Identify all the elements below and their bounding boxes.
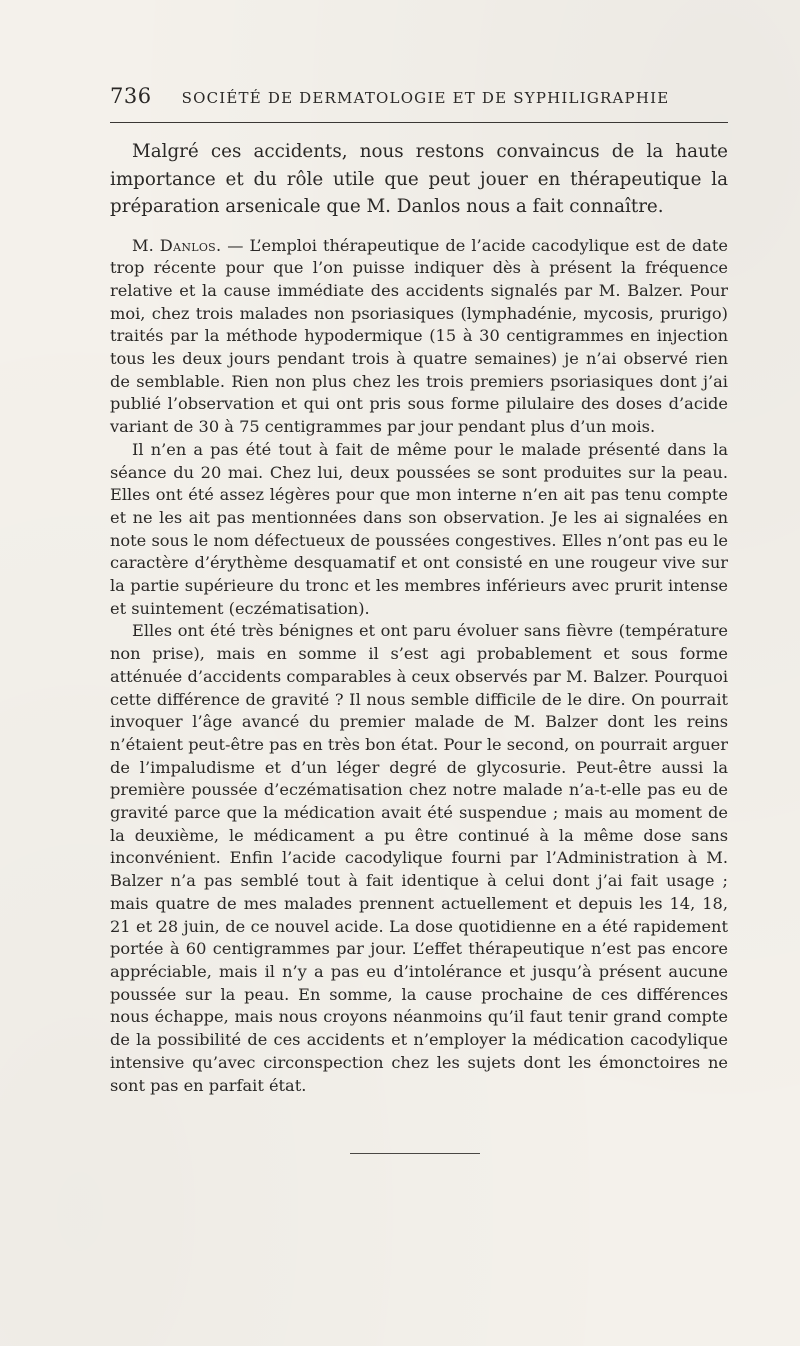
paragraph: Il n’en a pas été tout à fait de même pour le malade présenté dans la séance du 20 mai. Chez lui, deux poussées se sont produites sur la peau. Elles ont été assez légères pour que mon interne n’en ait pas tenu compte et ne les ait pas mentionnées dans son observation. Je les ai signalées en note sous le nom défectueux de poussées congestives. Elles n’ont pas eu le caractère d’érythème desquamatif et ont consisté en une rougeur vive sur la partie supérieure du tronc et les membres inférieurs avec prurit intense et suintement (eczématisation).	[110, 439, 728, 618]
header-rule	[110, 122, 728, 123]
paragraph: Elles ont été très bénignes et ont paru évoluer sans fièvre (température non prise), mais en somme il s’est agi probablement et sous forme atténuée d’accidents comparables à ceux observés par M. Balzer. Pourquoi cette différence de gravité ? Il nous semble difficile de le dire. On pourrait invoquer l’âge avancé du premier malade de M. Balzer dont les reins n’étaient peut-être pas en très bon état. Pour le second, on pourrait arguer de l’impaludisme et d’un léger degré de glycosurie. Peut-être aussi la première poussée d’eczématisation chez notre malade n’a-t-elle pas eu de gravité parce que la médication avait été suspendue ; mais au moment de la deuxième, le médicament a pu être continué à la même dose sans inconvénient. Enfin l’acide cacodylique fourni par l’Administration à M. Balzer n’a pas semblé tout à fait identique à celui dont j’ai fait usage ; mais quatre de mes malades prennent actuellement et depuis les 14, 18, 21 et 28 juin, de ce nouvel acide. La dose quotidienne en a été rapidement portée à 60 centigrammes par jour. L’effet thérapeutique n’est pas encore appréciable, mais il n’y a pas eu d’intolérance et jusqu’à présent aucune poussée sur la peau. En somme, la cause prochaine de ces différences nous échappe, mais nous croyons néanmoins qu’il faut tenir grand compte de la possibilité de ces accidents et n’employer la médication cacodylique intensive qu’avec circonspection chez les sujets dont les émonctoires ne sont pas en parfait état.	[110, 621, 728, 1095]
end-rule	[350, 1153, 480, 1154]
journal-title: SOCIÉTÉ DE DERMATOLOGIE ET DE SYPHILIGRAPHIE	[181, 89, 670, 107]
page-number: 736	[110, 84, 152, 108]
lead-paragraph: Malgré ces accidents, nous restons convaincus de la haute importance et du rôle utile que peut jouer en thérapeutique la préparation arsenicale que M. Danlos nous a fait connaître.	[110, 141, 728, 217]
speaker-name: Danlos	[159, 235, 217, 255]
paragraph-danlos-intro	[110, 235, 728, 439]
paragraph-text: L’emploi thérapeutique de l’acide cacodylique est de date trop récente pour que l’on puisse indiquer dès à présent la fréquence relative et la cause immédiate des accidents signalés par M. Balzer. Pour moi, chez trois malades non psoriasiques (lymphadénie, mycosis, prurigo) traités par la méthode hypodermique (15 à 30 centigrammes en injection tous les deux jours pendant trois à quatre semaines) je n’ai observé rien de semblable. Rien non plus chez les trois premiers psoriasiques dont j’ai publié l’observation et qui ont pris sous forme pilulaire des doses d’acide variant de 30 à 75 centigrammes par jour pendant plus d’un mois.	[110, 235, 729, 437]
speaker-suffix: . —	[216, 235, 250, 255]
body-text	[110, 138, 728, 1097]
running-head	[110, 84, 728, 114]
speaker-prefix: M.	[132, 235, 160, 255]
